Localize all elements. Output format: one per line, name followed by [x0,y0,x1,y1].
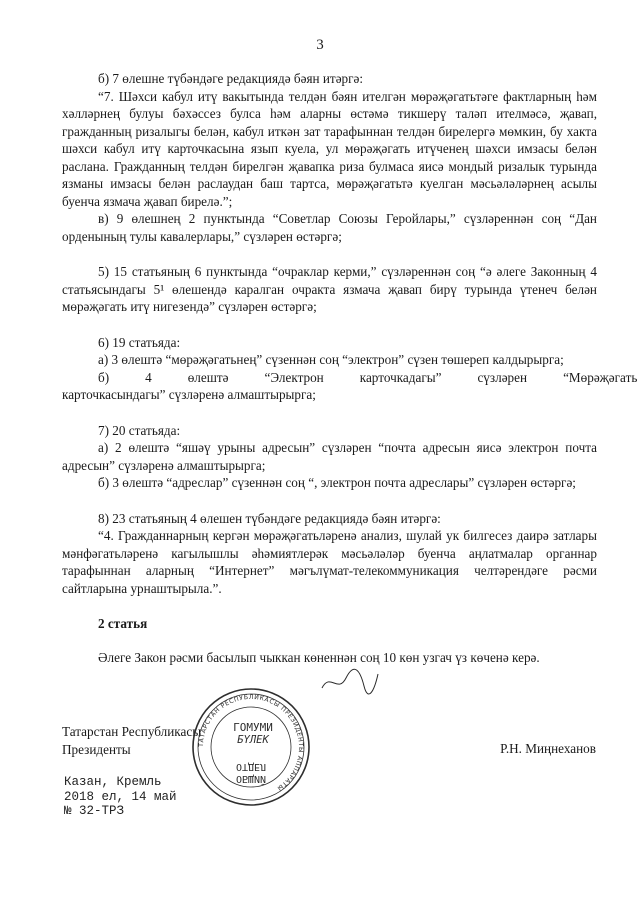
position-line-2: Президенты [62,741,131,757]
paragraph-7a: а) 2 өлештә “яшәү урыны адресын” сүзләрен “почта адресын яисә электрон почта адресын” сүзләренә алмаштырырга; [62,440,597,473]
page-number: 3 [316,37,324,53]
paragraph-6a: а) 3 өлештә “мөрәҗәгатьнең” сүзеннән соң “электрон” сүзен төшереп калдырырга; [98,352,564,367]
paragraph-7-title: 7) 20 статьяда: [98,422,181,438]
paragraph-7b: б) 3 өлештә “адреслар” сүзеннән соң “, электрон почта адреслары” сүзләрен өстәргә; [98,475,576,490]
stamp-line-4: ОБЩИЙ [235,773,267,784]
paragraph-8-text: “4. Гражданнарның кергән мөрәҗәгатьләренә анализ, шулай ук билгесез даирә затлары мәнфәгатьләренә кагылышлы әһәмиятлерәк мәсьәләләр буенча аңлатмалар органнар тарафыннан аларның “Интернет” мәгълүмат-телекоммуникация челтәрендәге рәсми сайтларына урнаштырыла.”. [62,528,597,596]
paragraph-quote-7: “7. Шәхси кабул итү вакытында телдән бәян ителгән мөрәҗәгатьтәге фактларның һәм хәлләрнең булуы бәхәссез булса һәм аларны өстәмә тикшерү таләп ителмәсә, җавап, гражданның ризалыгы белән, кабул иткән зат тарафыннан телдән бирелергә мөмкин, бу хакта шәхси кабул итү карточкасына язып куела, ул мөрәҗәгать итүченең шәхси имзасы белән раслана. Гражданның телдән бирелгән җавапка риза булмаса яисә мондый ризалык турында язманы имзасы белән раслаудан баш тартса, мөрәҗәгатьтә куелган мәсьәләләрнең асылы буенча язмача җавап бирелә.”; [62,88,597,209]
text-fragment: сүзләрен [477,369,528,385]
article-2-heading: 2 статья [98,616,148,631]
paragraph-6b-line1 [62,369,638,387]
paragraph-8-title: 8) 23 статьяның 4 өлешен түбәндәге редакциядә бәян итәргә: [98,510,441,526]
text-fragment: 4 [145,369,152,385]
stamp-line-1: ГОМУМИ [233,721,273,734]
official-stamp [190,686,312,808]
text-fragment: б) [98,369,110,385]
meta-date: 2018 ел, 14 май [64,789,177,804]
meta-place: Казан, Кремль [64,775,162,789]
paragraph-5: 5) 15 статьяның 6 пунктында “очраклар керми,” сүзләреннән соң “ә әлеге Законның 4 статьясындагы 5¹ өлешендә каралган очракта язмача җавап бирү турында үтенеч белән мөрәҗәгать итү нигезендә” сүзләрен өстәргә; [62,264,597,314]
text-fragment: “Электрон [264,369,324,385]
text-fragment: өлештә [187,369,229,385]
stamp-ring-text: ТАТАРСТАН РЕСПУБЛИКАСЫ ПРЕЗИДЕНТЫ АППАРАТЫ [197,693,305,792]
stamp-line-3: ОТДЕЛ [235,761,267,772]
signature-position [62,723,201,758]
paragraph-6-title: 6) 19 статьяда: [98,334,181,350]
signer-name: Р.Н. Миңнеханов [500,741,596,756]
paragraph-4v: в) 9 өлешнең 2 пунктында “Советлар Союзы Геройлары,” сүзләреннән соң “Дан орденының тулы кавалерлары,” сүзләрен өстәргә; [62,211,597,244]
handwritten-signature [320,666,380,696]
text-fragment: карточкадагы” [359,369,442,385]
position-line-1: Татарстан Республикасы [62,724,202,739]
meta-number: № 32-ТРЗ [64,804,125,818]
document-meta [64,775,177,819]
paragraph-4b: б) 7 өлешне түбәндәге редакциядә бәян итәргә: [98,71,364,86]
stamp-line-2: БҮЛЕК [237,734,269,746]
document-body [62,70,638,666]
paragraph-6b-line2: карточкасындагы” сүзләренә алмаштырырга; [62,387,316,402]
article-2-text: Әлеге Закон рәсми басылып чыккан көненнән соң 10 көн узгач үз көченә керә. [98,649,540,665]
text-fragment: “Мөрәҗәгать [563,369,638,385]
